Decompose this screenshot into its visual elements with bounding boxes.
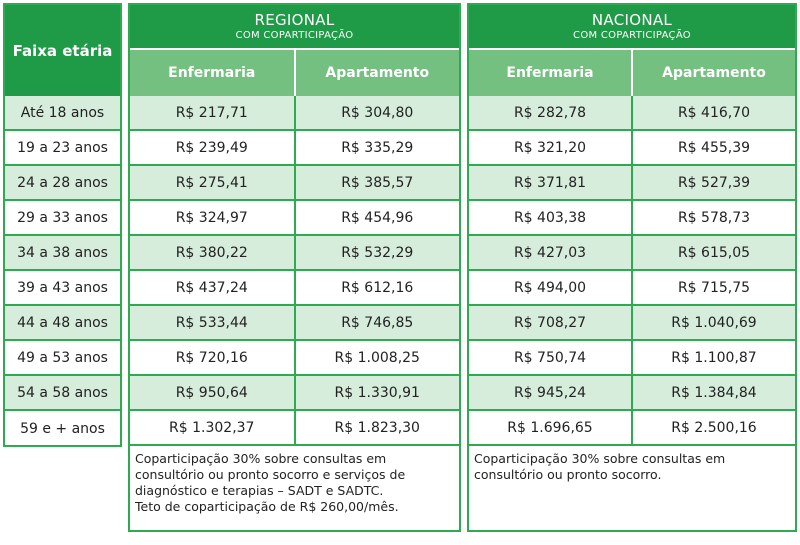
regional-enfermaria-price: R$ 239,49 <box>175 139 248 156</box>
nacional-apartamento-price: R$ 715,75 <box>631 271 795 304</box>
nacional-subtitle: COM COPARTICIPAÇÃO <box>573 30 691 41</box>
nacional-apartamento-price: R$ 1.384,84 <box>631 376 795 409</box>
regional-header <box>130 5 459 50</box>
age-label: 59 e + anos <box>20 420 105 437</box>
nacional-apartamento-price: R$ 527,39 <box>631 166 795 199</box>
nacional-table-row <box>469 341 795 376</box>
regional-subtitle: COM COPARTICIPAÇÃO <box>235 30 354 41</box>
nacional-col-apartamento: Apartamento <box>631 50 795 96</box>
nacional-enfermaria-price: R$ 321,20 <box>513 139 587 156</box>
nacional-table-row <box>469 411 795 446</box>
age-label: 19 a 23 anos <box>17 139 108 156</box>
regional-enfermaria-price: R$ 533,44 <box>175 314 248 331</box>
regional-col-enfermaria: Enfermaria <box>130 50 294 96</box>
regional-enfermaria-price: R$ 1.302,37 <box>169 419 255 436</box>
regional-apartamento-price: R$ 1.823,30 <box>294 411 460 444</box>
nacional-enfermaria-price: R$ 750,74 <box>513 349 587 366</box>
nacional-table-row <box>469 271 795 306</box>
regional-title: REGIONAL <box>254 11 335 29</box>
age-row <box>5 236 120 271</box>
regional-rows <box>130 96 459 446</box>
nacional-enfermaria-price: R$ 403,38 <box>513 209 587 226</box>
regional-apartamento-price: R$ 746,85 <box>294 306 460 339</box>
nacional-enfermaria-price: R$ 494,00 <box>513 279 587 296</box>
nacional-table-row <box>469 201 795 236</box>
regional-table-row <box>130 271 459 306</box>
regional-enfermaria-price: R$ 275,41 <box>175 174 248 191</box>
regional-apartamento-price: R$ 454,96 <box>294 201 460 234</box>
regional-note-line: Coparticipação 30% sobre consultas em <box>135 451 387 466</box>
age-row <box>5 96 120 131</box>
nacional-table-row <box>469 166 795 201</box>
nacional-header <box>469 5 795 50</box>
nacional-table <box>467 3 797 532</box>
age-row <box>5 201 120 236</box>
regional-table-row <box>130 341 459 376</box>
nacional-enfermaria-price: R$ 708,27 <box>513 314 587 331</box>
age-label: 29 a 33 anos <box>17 209 108 226</box>
age-row <box>5 131 120 166</box>
regional-table-row <box>130 96 459 131</box>
nacional-enfermaria-price: R$ 1.696,65 <box>507 419 593 436</box>
regional-apartamento-price: R$ 532,29 <box>294 236 460 269</box>
nacional-apartamento-price: R$ 455,39 <box>631 131 795 164</box>
nacional-rows <box>469 96 795 446</box>
age-label: 54 a 58 anos <box>17 384 108 401</box>
regional-table-row <box>130 166 459 201</box>
nacional-apartamento-price: R$ 615,05 <box>631 236 795 269</box>
regional-apartamento-price: R$ 304,80 <box>294 96 460 129</box>
age-rows <box>5 96 120 446</box>
nacional-enfermaria-price: R$ 371,81 <box>513 174 587 191</box>
nacional-apartamento-price: R$ 1.100,87 <box>631 341 795 374</box>
nacional-note-line: Coparticipação 30% sobre consultas em <box>474 451 726 466</box>
regional-table-row <box>130 131 459 166</box>
age-row <box>5 166 120 201</box>
age-label: 24 a 28 anos <box>17 174 108 191</box>
regional-enfermaria-price: R$ 324,97 <box>175 209 248 226</box>
nacional-table-row <box>469 131 795 166</box>
regional-table-row <box>130 236 459 271</box>
nacional-enfermaria-price: R$ 945,24 <box>513 384 587 401</box>
nacional-table-row <box>469 376 795 411</box>
regional-enfermaria-price: R$ 720,16 <box>175 349 248 366</box>
nacional-column-headers <box>469 50 795 96</box>
age-row <box>5 376 120 411</box>
regional-enfermaria-price: R$ 950,64 <box>175 384 248 401</box>
age-row <box>5 411 120 446</box>
regional-apartamento-price: R$ 1.330,91 <box>294 376 460 409</box>
age-column <box>3 3 122 447</box>
age-label: 44 a 48 anos <box>17 314 108 331</box>
regional-col-apartamento: Apartamento <box>294 50 460 96</box>
nacional-table-row <box>469 236 795 271</box>
nacional-apartamento-price: R$ 578,73 <box>631 201 795 234</box>
nacional-table-row <box>469 96 795 131</box>
age-label: 39 a 43 anos <box>17 279 108 296</box>
age-row <box>5 341 120 376</box>
nacional-apartamento-price: R$ 1.040,69 <box>631 306 795 339</box>
regional-apartamento-price: R$ 385,57 <box>294 166 460 199</box>
nacional-enfermaria-price: R$ 282,78 <box>513 104 587 121</box>
regional-apartamento-price: R$ 1.008,25 <box>294 341 460 374</box>
nacional-col-enfermaria: Enfermaria <box>469 50 631 96</box>
regional-enfermaria-price: R$ 380,22 <box>175 244 248 261</box>
age-label: 34 a 38 anos <box>17 244 108 261</box>
regional-table-row <box>130 306 459 341</box>
regional-enfermaria-price: R$ 217,71 <box>175 104 248 121</box>
nacional-title: NACIONAL <box>591 11 673 29</box>
nacional-table-row <box>469 306 795 341</box>
regional-table <box>128 3 461 532</box>
regional-apartamento-price: R$ 612,16 <box>294 271 460 304</box>
nacional-enfermaria-price: R$ 427,03 <box>513 244 587 261</box>
regional-table-row <box>130 376 459 411</box>
age-row <box>5 306 120 341</box>
nacional-apartamento-price: R$ 416,70 <box>631 96 795 129</box>
nacional-note <box>474 451 790 483</box>
regional-column-headers <box>130 50 459 96</box>
age-row <box>5 271 120 306</box>
age-header: Faixa etária <box>5 5 120 96</box>
age-label: 49 a 53 anos <box>17 349 108 366</box>
nacional-apartamento-price: R$ 2.500,16 <box>631 411 795 444</box>
regional-enfermaria-price: R$ 437,24 <box>175 279 248 296</box>
regional-note-line: consultório ou pronto socorro e serviços de <box>135 467 406 482</box>
nacional-note-line: consultório ou pronto socorro. <box>474 467 662 482</box>
regional-note-line: Teto de coparticipação de R$ 260,00/mês. <box>135 499 399 514</box>
regional-note-line: diagnóstico e terapias – SADT e SADTC. <box>135 483 384 498</box>
regional-note <box>135 451 454 515</box>
regional-table-row <box>130 411 459 446</box>
age-label: Até 18 anos <box>20 104 105 121</box>
regional-apartamento-price: R$ 335,29 <box>294 131 460 164</box>
regional-table-row <box>130 201 459 236</box>
